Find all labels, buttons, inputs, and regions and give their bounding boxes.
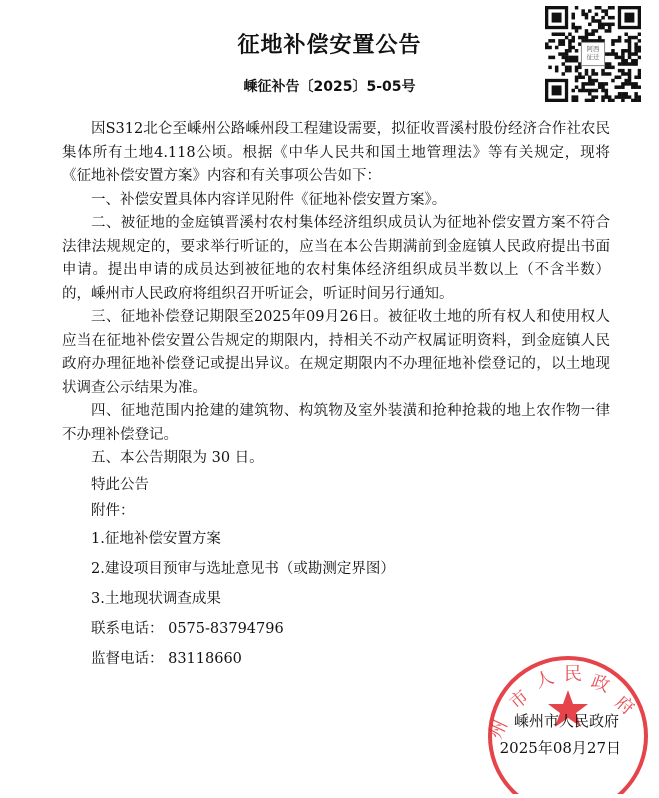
item-2-paragraph: 二、被征地的金庭镇晋溪村农村集体经济组织成员认为征地补偿安置方案不符合法律法规规定的，要求举行听证的，应当在本公告期满前到金庭镇人民政府提出书面申请。提出申请的成员达到被征地的农村集体经济组织成员半数以上（不含半数）的，嵊州市人民政府将组织召开听证会，听证时间另行通知。 [62,215,610,302]
qr-center-label: 阿西 [586,45,600,54]
svg-text:政: 政 [588,670,613,697]
attachments-label: 附件： [91,503,135,519]
svg-text:民: 民 [564,664,582,685]
document-number: 嵊征补告〔2025〕5-05号 [243,79,416,95]
document-body [62,118,610,674]
attachment-item: 3.土地现状调查成果 [91,590,221,607]
svg-text:市: 市 [505,686,534,714]
contact-phone: 联系电话： 0575-83794796 [91,620,284,637]
qr-center-label: 征迁 [586,52,600,61]
svg-text:人: 人 [532,666,557,693]
supervision-phone: 监督电话： 83118660 [91,650,242,667]
item-3-paragraph: 三、征地补偿登记期限至2025年09月26日。被征收土地的所有权人和使用权人应当在征地补偿安置公告规定的期限内，持相关不动产权属证明资料，到金庭镇人民政府办理征地补偿登记或提出异议。在规定期限内不办理征地补偿登记的，以土地现状调查公示结果为准。 [62,309,610,396]
qr-code-icon[interactable] [545,6,641,102]
document-title: 征地补偿安置公告 [237,33,422,58]
intro-paragraph: 因S312北仑至嵊州公路嵊州段工程建设需要，拟征收晋溪村股份经济合作社农民集体所有土地4.118公顷。根据《中华人民共和国土地管理法》等有关规定，现将《征地补偿安置方案》内容和有关事项公告如下： [62,121,610,184]
signature-date: 2025年08月27日 [499,739,621,757]
svg-text:府: 府 [610,691,639,720]
item-4-paragraph: 四、征地范围内抢建的建筑物、构筑物及室外装潢和抢种抢栽的地上农作物一律不办理补偿登记。 [62,403,610,443]
item-5-paragraph: 五、本公告期限为 30 日。 [91,450,264,466]
closing-paragraph: 特此公告 [91,476,149,493]
item-1-paragraph: 一、补偿安置具体内容详见附件《征地补偿安置方案》。 [91,191,447,208]
attachment-item: 1.征地补偿安置方案 [91,530,221,547]
svg-text:州: 州 [485,716,513,743]
signature-org: 嵊州市人民政府 [513,712,619,730]
attachment-item: 2.建设项目预审与选址意见书（或勘测定界图） [91,560,395,577]
